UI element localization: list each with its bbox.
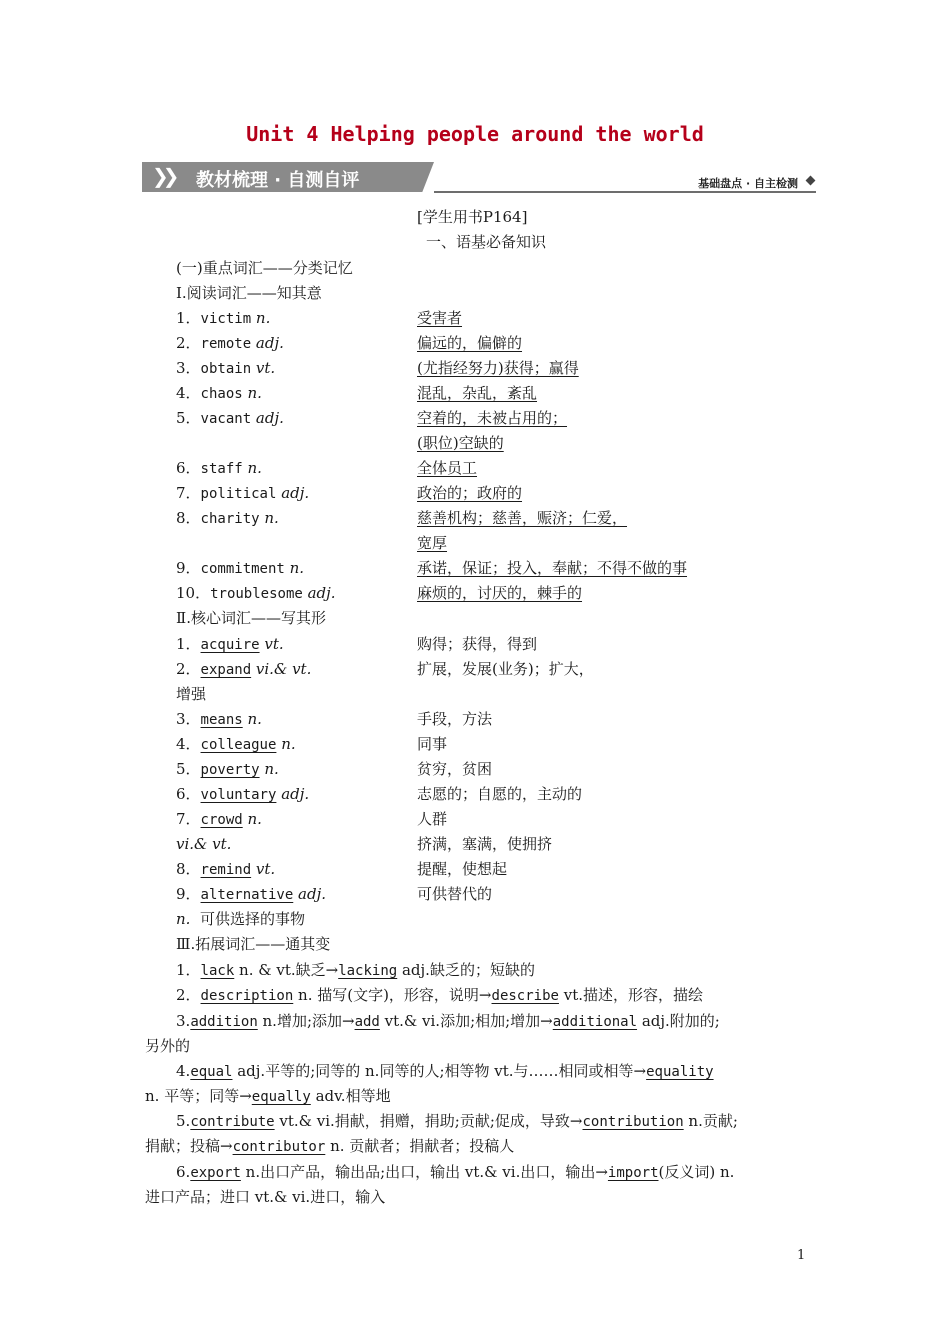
- list-item-word: 9．commitment n.: [176, 559, 305, 577]
- list-item-meaning: 志愿的；自愿的，主动的: [417, 785, 583, 803]
- list-item-extension: 4.equal adj.平等的;同等的 n.同等的人;相等物 vt.与……相同或相等→equality: [176, 1062, 714, 1080]
- list-item-word: 5．vacant adj.: [176, 409, 284, 427]
- list-item-extension: 2．description n. 描写(文字)，形容，说明→describe vt.描述，形容，描绘: [176, 986, 703, 1004]
- list-item-extension: 3.addition n.增加;添加→add vt.& vi.添加;相加;增加→additional adj.附加的;: [176, 1012, 720, 1030]
- section-heading: 一、语基必备知识: [426, 233, 547, 251]
- list-item-meaning: (尤指经努力)获得；赢得: [417, 359, 579, 377]
- list-item-meaning: 空着的，未被占用的；: [417, 409, 568, 427]
- diamond-icon: [806, 176, 816, 186]
- list-item-word: 6．staff n.: [176, 459, 262, 477]
- page-number: 1: [797, 1248, 806, 1263]
- list-item-meaning: 购得；获得，得到: [417, 635, 538, 653]
- list-item-meaning: 贫穷，贫困: [417, 760, 493, 778]
- list-item-extra-meaning: 挤满，塞满，使拥挤: [417, 835, 553, 853]
- list-item-word: 7．crowd n.: [176, 810, 262, 828]
- list-item-meaning: 可供替代的: [417, 885, 493, 903]
- list-item-meaning-cont: 增强: [176, 685, 207, 703]
- list-item-meaning: 手段，方法: [417, 710, 493, 728]
- list-item-extension-cont: n. 平等；同等→equally adv.相等地: [145, 1087, 391, 1105]
- list-item-word: 2．remote adj.: [176, 334, 284, 352]
- list-item-word: 8．remind vt.: [176, 860, 276, 878]
- list-item-meaning: 提醒，使想起: [417, 860, 508, 878]
- part-heading-extension: Ⅲ.拓展词汇——通其变: [176, 935, 331, 953]
- list-item-meaning: 扩展，发展(业务)；扩大，: [417, 660, 594, 678]
- list-item-meaning: 慈善机构；慈善，赈济；仁爱，: [417, 509, 628, 527]
- list-item-extension: 6.export n.出口产品，输出品;出口，输出 vt.& vi.出口，输出→import(反义词) n.: [176, 1163, 735, 1181]
- list-item-extra: n. 可供选择的事物: [176, 910, 305, 928]
- banner-divider: [434, 191, 816, 193]
- list-item-meaning: 全体员工: [417, 459, 478, 477]
- list-item-meaning-cont: 宽厚: [417, 534, 448, 552]
- list-item-extra-pos: vi.& vt.: [176, 835, 232, 853]
- chevron-right-icon: ❯❯: [152, 164, 174, 188]
- list-item-extension: 1．lack n. & vt.缺乏→lacking adj.缺乏的；短缺的: [176, 961, 535, 979]
- list-item-word: 1．victim n.: [176, 309, 271, 327]
- list-item-word: 4．chaos n.: [176, 384, 262, 402]
- subsection-heading: (一)重点词汇——分类记忆: [176, 259, 353, 277]
- list-item-word: 3．obtain vt.: [176, 359, 276, 377]
- list-item-word: 10．troublesome adj.: [176, 584, 336, 602]
- part-heading-core: Ⅱ.核心词汇——写其形: [176, 609, 326, 627]
- list-item-word: 5．poverty n.: [176, 760, 279, 778]
- list-item-word: 7．political adj.: [176, 484, 310, 502]
- banner-left-text: 教材梳理 · 自测自评: [196, 170, 360, 191]
- list-item-word: 4．colleague n.: [176, 735, 296, 753]
- list-item-meaning-cont: (职位)空缺的: [417, 434, 504, 452]
- part-heading-reading: Ⅰ.阅读词汇——知其意: [176, 284, 322, 302]
- list-item-extension-cont: 进口产品；进口 vt.& vi.进口，输入: [145, 1188, 386, 1206]
- list-item-word: 8．charity n.: [176, 509, 279, 527]
- book-reference: [学生用书P164]: [417, 208, 528, 226]
- banner-right-text: 基础盘点 · 自主检测: [698, 177, 798, 190]
- list-item-meaning: 承诺，保证；投入，奉献；不得不做的事: [417, 559, 688, 577]
- list-item-word: 6．voluntary adj.: [176, 785, 310, 803]
- list-item-word: 9．alternative adj.: [176, 885, 327, 903]
- list-item-meaning: 偏远的，偏僻的: [417, 334, 523, 352]
- list-item-word: 1．acquire vt.: [176, 635, 284, 653]
- list-item-meaning: 人群: [417, 810, 448, 828]
- list-item-meaning: 同事: [417, 735, 448, 753]
- page-title: Unit 4 Helping people around the world: [246, 122, 704, 146]
- list-item-extension: 5.contribute vt.& vi.捐献，捐赠，捐助;贡献;促成，导致→contribution n.贡献;: [176, 1112, 738, 1130]
- list-item-extension-cont: 捐献；投稿→contributor n. 贡献者；捐献者；投稿人: [145, 1137, 515, 1155]
- list-item-word: 2．expand vi.& vt.: [176, 660, 312, 678]
- list-item-meaning: 政治的；政府的: [417, 484, 523, 502]
- list-item-meaning: 混乱，杂乱，紊乱: [417, 384, 538, 402]
- list-item-extension-cont: 另外的: [145, 1037, 191, 1055]
- list-item-meaning: 麻烦的，讨厌的，棘手的: [417, 584, 583, 602]
- list-item-meaning: 受害者: [417, 309, 463, 327]
- list-item-word: 3．means n.: [176, 710, 262, 728]
- section-banner: [142, 158, 816, 194]
